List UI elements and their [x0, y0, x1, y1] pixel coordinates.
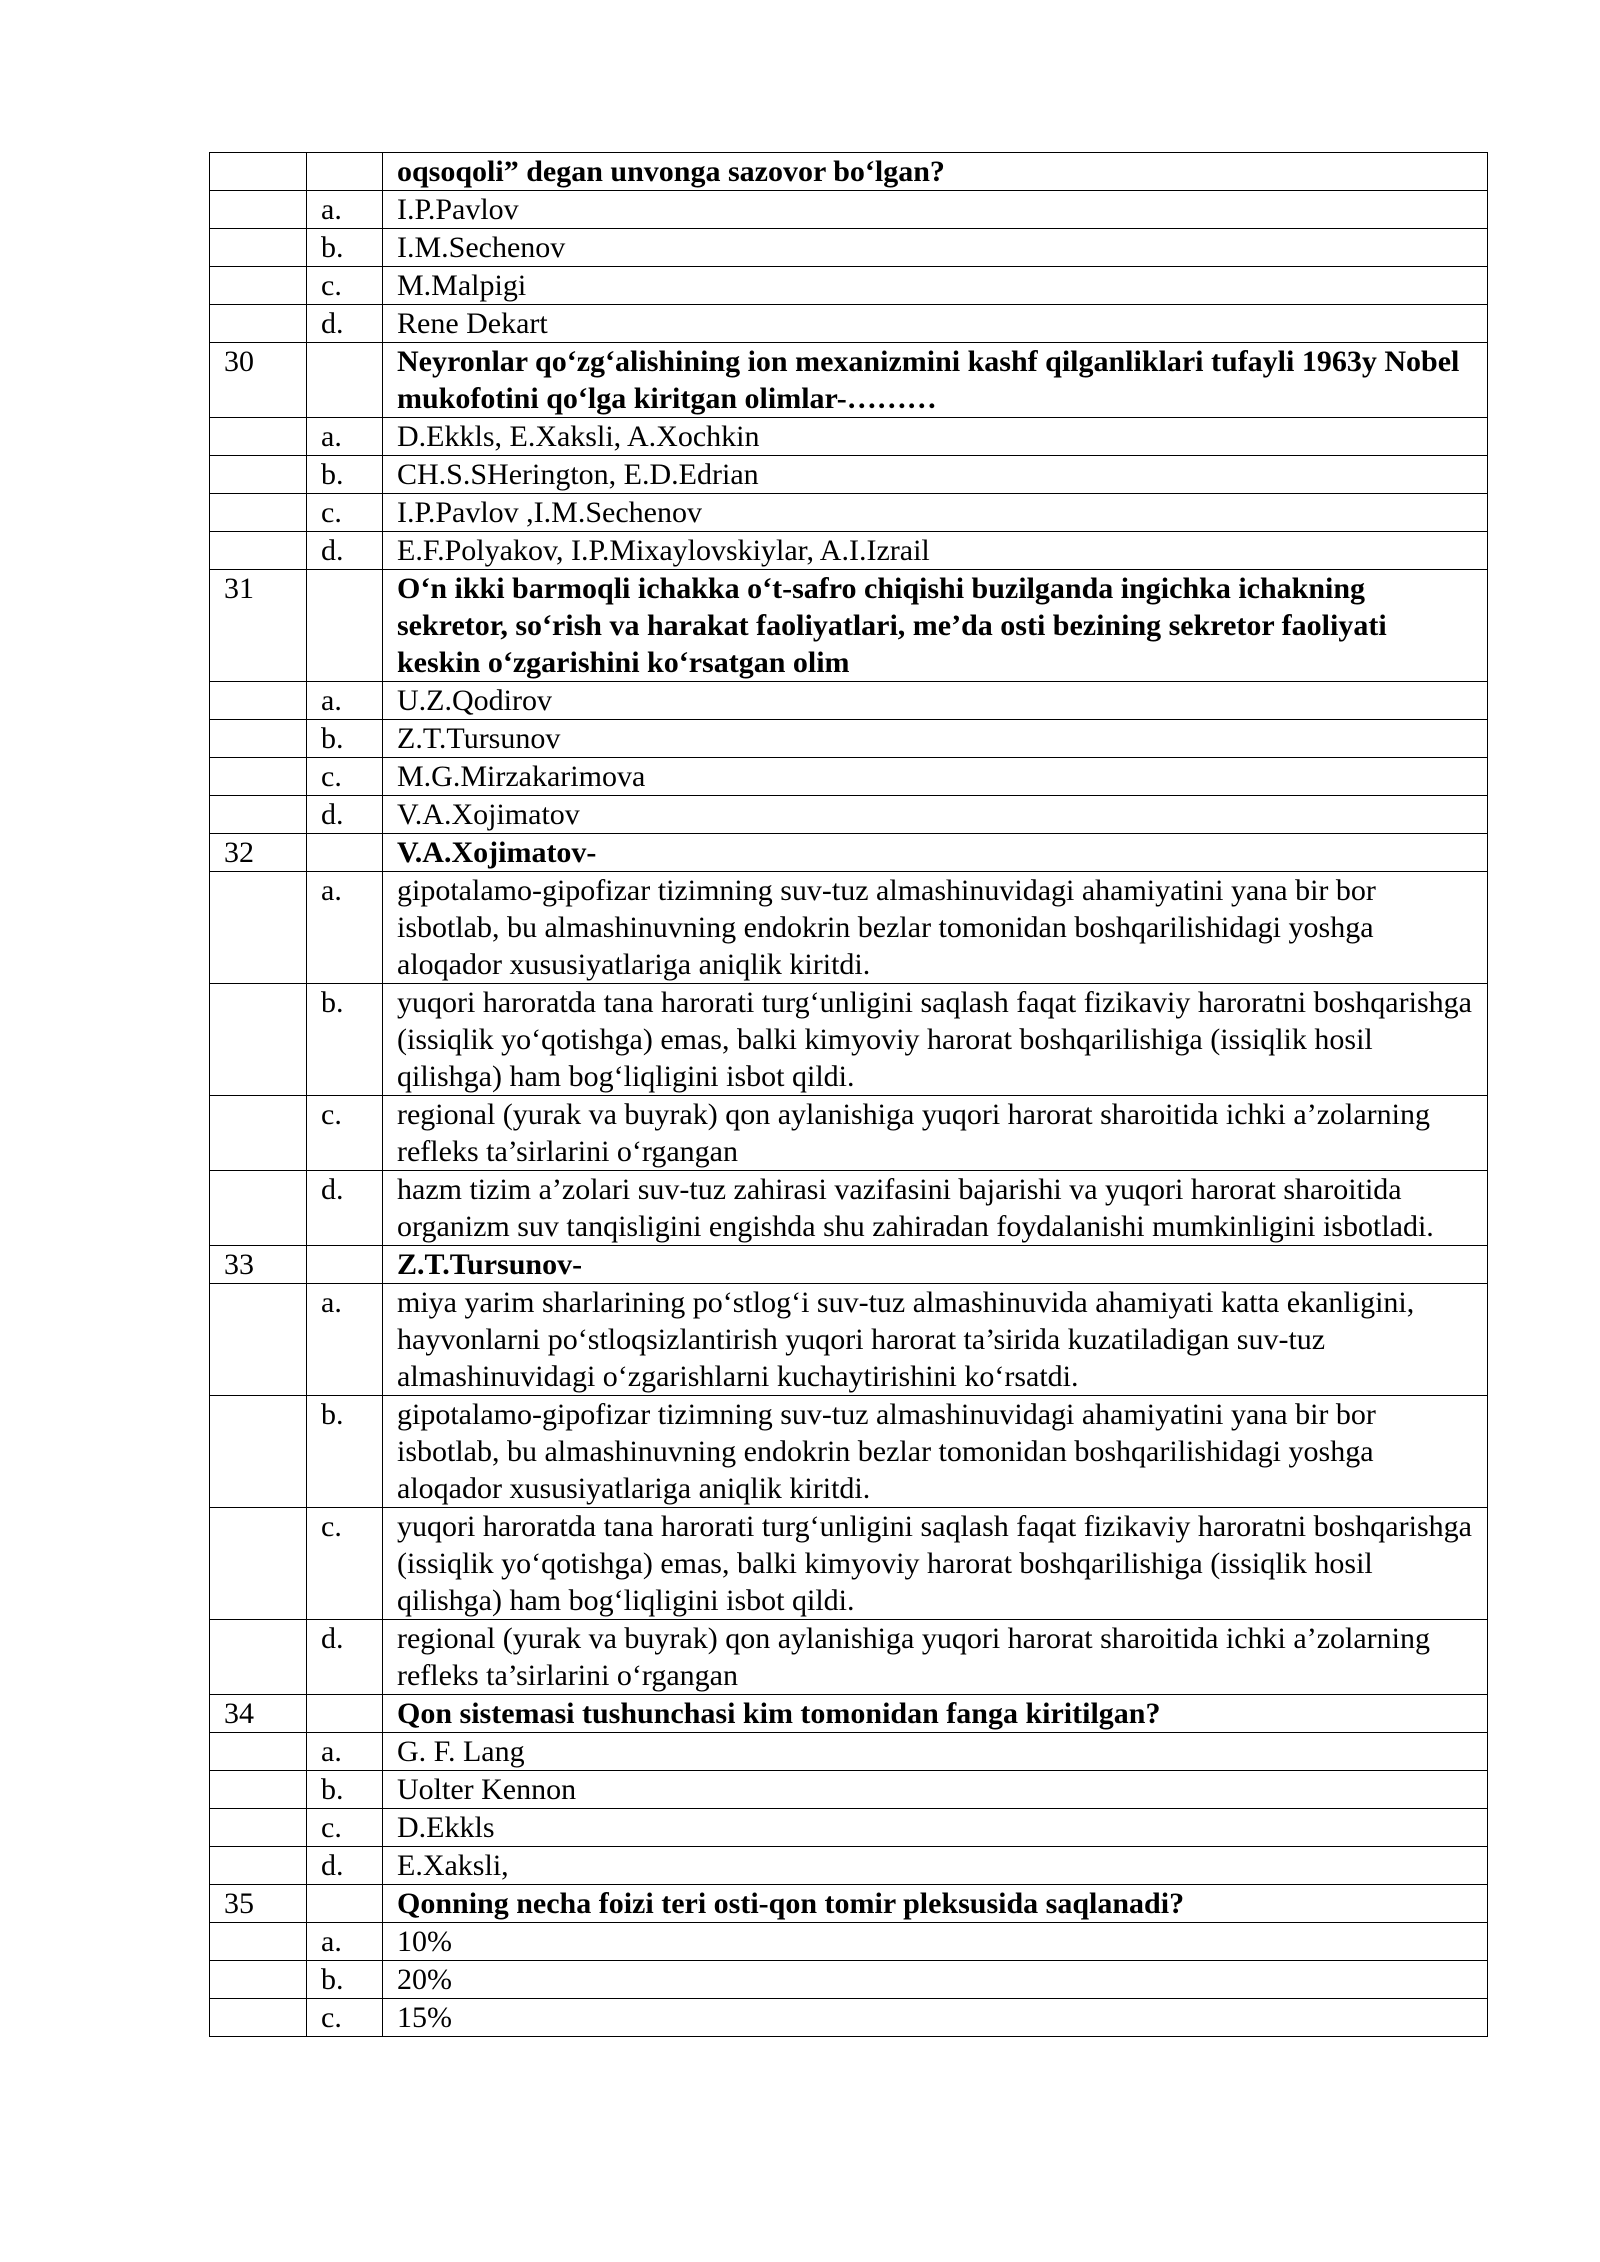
option-letter: [307, 153, 383, 191]
option-text: E.Xaksli,: [383, 1847, 1488, 1885]
question-number: [210, 1923, 307, 1961]
option-row: [210, 1284, 1488, 1396]
option-text: 15%: [383, 1999, 1488, 2037]
quiz-table: [209, 152, 1488, 2037]
option-text: D.Ekkls, E.Xaksli, A.Xochkin: [383, 418, 1488, 456]
question-number: [210, 456, 307, 494]
question-number: [210, 984, 307, 1096]
option-row: [210, 418, 1488, 456]
option-letter: [307, 1695, 383, 1733]
question-text: Z.T.Tursunov-: [383, 1246, 1488, 1284]
question-number: [210, 267, 307, 305]
option-text: G. F. Lang: [383, 1733, 1488, 1771]
question-number: 30: [210, 343, 307, 418]
option-letter: c.: [307, 1999, 383, 2037]
question-number: [210, 191, 307, 229]
option-letter: b.: [307, 1961, 383, 1999]
option-letter: a.: [307, 418, 383, 456]
option-letter: [307, 343, 383, 418]
option-letter: a.: [307, 191, 383, 229]
option-row: [210, 229, 1488, 267]
question-text: Neyronlar qo‘zg‘alishining ion mexanizmini kashf qilganliklari tufayli 1963y Nobel mukofotini qo‘lga kiritgan olimlar-………: [383, 343, 1488, 418]
option-row: [210, 1396, 1488, 1508]
option-row: [210, 1923, 1488, 1961]
option-row: [210, 1171, 1488, 1246]
option-letter: c.: [307, 1096, 383, 1171]
option-row: [210, 796, 1488, 834]
question-number: [210, 305, 307, 343]
option-text: U.Z.Qodirov: [383, 682, 1488, 720]
option-text: Z.T.Tursunov: [383, 720, 1488, 758]
option-text: yuqori haroratda tana harorati turg‘unligini saqlash faqat fizikaviy haroratni boshqarishga (issiqlik yo‘qotishga) emas, balki kimyoviy harorat boshqarilishiga (issiqlik hosil qilishga) ham bog‘liqligini isbot qildi.: [383, 984, 1488, 1096]
question-number: [210, 418, 307, 456]
option-row: [210, 1771, 1488, 1809]
option-row: [210, 1999, 1488, 2037]
question-text: V.A.Xojimatov-: [383, 834, 1488, 872]
option-text: I.M.Sechenov: [383, 229, 1488, 267]
option-letter: b.: [307, 1396, 383, 1508]
option-text: M.Malpigi: [383, 267, 1488, 305]
option-letter: c.: [307, 267, 383, 305]
question-number: [210, 1771, 307, 1809]
option-letter: c.: [307, 1809, 383, 1847]
option-row: [210, 720, 1488, 758]
option-text: V.A.Xojimatov: [383, 796, 1488, 834]
question-text: oqsoqoli” degan unvonga sazovor bo‘lgan?: [383, 153, 1488, 191]
question-number: 32: [210, 834, 307, 872]
option-letter: [307, 1246, 383, 1284]
question-number: [210, 872, 307, 984]
question-text: O‘n ikki barmoqli ichakka o‘t-safro chiqishi buzilganda ingichka ichakning sekretor, so‘rish va harakat faoliyatlari, me’da osti bezining sekretor faoliyati keskin o‘zgarishini ko‘rsatgan olim: [383, 570, 1488, 682]
option-text: I.P.Pavlov: [383, 191, 1488, 229]
option-row: [210, 984, 1488, 1096]
question-number: [210, 153, 307, 191]
question-number: [210, 1508, 307, 1620]
question-text: Qon sistemasi tushunchasi kim tomonidan fanga kiritilgan?: [383, 1695, 1488, 1733]
option-letter: c.: [307, 1508, 383, 1620]
option-letter: c.: [307, 494, 383, 532]
option-text: Rene Dekart: [383, 305, 1488, 343]
option-letter: d.: [307, 1847, 383, 1885]
option-letter: d.: [307, 532, 383, 570]
option-letter: d.: [307, 1171, 383, 1246]
question-number: [210, 796, 307, 834]
option-row: [210, 872, 1488, 984]
option-letter: c.: [307, 758, 383, 796]
option-row: [210, 1096, 1488, 1171]
question-number: 35: [210, 1885, 307, 1923]
question-number: 33: [210, 1246, 307, 1284]
question-number: [210, 1096, 307, 1171]
option-letter: a.: [307, 682, 383, 720]
option-letter: b.: [307, 984, 383, 1096]
option-row: [210, 1847, 1488, 1885]
question-number: 31: [210, 570, 307, 682]
question-number: [210, 1961, 307, 1999]
option-row: [210, 1961, 1488, 1999]
question-number: 34: [210, 1695, 307, 1733]
option-row: [210, 682, 1488, 720]
option-row: [210, 532, 1488, 570]
quiz-table-body: [210, 153, 1488, 2037]
question-row: [210, 343, 1488, 418]
question-number: [210, 682, 307, 720]
option-letter: b.: [307, 456, 383, 494]
option-text: yuqori haroratda tana harorati turg‘unligini saqlash faqat fizikaviy haroratni boshqarishga (issiqlik yo‘qotishga) emas, balki kimyoviy harorat boshqarilishiga (issiqlik hosil qilishga) ham bog‘liqligini isbot qildi.: [383, 1508, 1488, 1620]
question-number: [210, 1733, 307, 1771]
option-text: gipotalamo-gipofizar tizimning suv-tuz almashinuvidagi ahamiyatini yana bir bor isbotlab, bu almashinuvning endokrin bezlar tomonidan boshqarilishidagi yoshga aloqador xususiyatlariga aniqlik kiritdi.: [383, 872, 1488, 984]
option-row: [210, 267, 1488, 305]
question-row: [210, 1246, 1488, 1284]
question-text: Qonning necha foizi teri osti-qon tomir pleksusida saqlanadi?: [383, 1885, 1488, 1923]
option-letter: a.: [307, 1284, 383, 1396]
option-letter: b.: [307, 1771, 383, 1809]
option-row: [210, 191, 1488, 229]
option-row: [210, 305, 1488, 343]
question-number: [210, 1847, 307, 1885]
option-row: [210, 758, 1488, 796]
option-row: [210, 1508, 1488, 1620]
question-number: [210, 720, 307, 758]
question-number: [210, 1396, 307, 1508]
option-text: gipotalamo-gipofizar tizimning suv-tuz almashinuvidagi ahamiyatini yana bir bor isbotlab, bu almashinuvning endokrin bezlar tomonidan boshqarilishidagi yoshga aloqador xususiyatlariga aniqlik kiritdi.: [383, 1396, 1488, 1508]
option-letter: d.: [307, 796, 383, 834]
option-letter: b.: [307, 720, 383, 758]
question-number: [210, 1284, 307, 1396]
option-text: CH.S.SHerington, E.D.Edrian: [383, 456, 1488, 494]
option-row: [210, 494, 1488, 532]
option-row: [210, 1809, 1488, 1847]
option-text: 10%: [383, 1923, 1488, 1961]
question-number: [210, 494, 307, 532]
option-row: [210, 1620, 1488, 1695]
option-text: Uolter Kennon: [383, 1771, 1488, 1809]
option-letter: a.: [307, 872, 383, 984]
option-text: regional (yurak va buyrak) qon aylanishiga yuqori harorat sharoitida ichki a’zolarning refleks ta’sirlarini o‘rgangan: [383, 1096, 1488, 1171]
question-number: [210, 1999, 307, 2037]
option-letter: d.: [307, 1620, 383, 1695]
question-row: [210, 1885, 1488, 1923]
question-row: [210, 570, 1488, 682]
question-number: [210, 1809, 307, 1847]
option-letter: a.: [307, 1923, 383, 1961]
question-number: [210, 229, 307, 267]
option-letter: [307, 570, 383, 682]
option-text: D.Ekkls: [383, 1809, 1488, 1847]
question-number: [210, 1620, 307, 1695]
question-number: [210, 758, 307, 796]
option-text: I.P.Pavlov ,I.M.Sechenov: [383, 494, 1488, 532]
question-number: [210, 1171, 307, 1246]
option-letter: a.: [307, 1733, 383, 1771]
question-row: [210, 153, 1488, 191]
question-row: [210, 834, 1488, 872]
option-letter: b.: [307, 229, 383, 267]
option-letter: [307, 1885, 383, 1923]
option-row: [210, 456, 1488, 494]
question-number: [210, 532, 307, 570]
option-row: [210, 1733, 1488, 1771]
option-letter: [307, 834, 383, 872]
option-text: 20%: [383, 1961, 1488, 1999]
option-text: E.F.Polyakov, I.P.Mixaylovskiylar, A.I.Izrail: [383, 532, 1488, 570]
option-text: miya yarim sharlarining po‘stlog‘i suv-tuz almashinuvida ahamiyati katta ekanligini, hayvonlarni po‘stloqsizlantirish yuqori harorat ta’sirida kuzatiladigan suv-tuz almashinuvidagi o‘zgarishlarni kuchaytirishini ko‘rsatdi.: [383, 1284, 1488, 1396]
option-letter: d.: [307, 305, 383, 343]
option-text: hazm tizim a’zolari suv-tuz zahirasi vazifasini bajarishi va yuqori harorat sharoitida organizm suv tanqisligini engishda shu zahiradan foydalanishi mumkinligini isbotladi.: [383, 1171, 1488, 1246]
option-text: regional (yurak va buyrak) qon aylanishiga yuqori harorat sharoitida ichki a’zolarning refleks ta’sirlarini o‘rgangan: [383, 1620, 1488, 1695]
question-row: [210, 1695, 1488, 1733]
option-text: M.G.Mirzakarimova: [383, 758, 1488, 796]
